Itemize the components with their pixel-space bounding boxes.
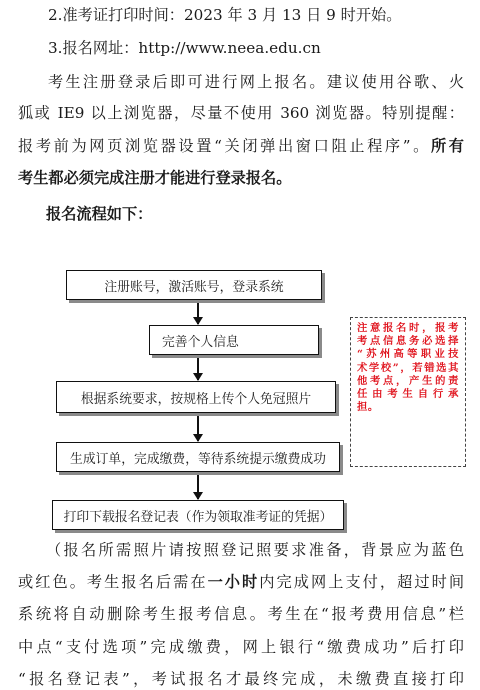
flow-arrow [197,475,199,499]
flow-step-label: 打印下载报名登记表（作为领取准考证的凭据） [63,509,333,525]
paragraph-line [18,573,464,591]
paragraph-text: 报考前为网页浏览器设置“关闭弹出窗口阻止程序”。 [18,137,431,155]
note-line: 注意报名时，报考 [357,322,459,334]
paragraph-line: 考生注册登录后即可进行网上报名。建议使用谷歌、火 [48,73,464,91]
flow-step-label: 完善个人信息 [162,334,239,350]
paragraph-line [18,137,464,155]
flow-heading: 报名流程如下： [46,205,153,223]
paragraph-text: 或红色。考生报名后需在 [18,573,208,591]
flow-step-4 [56,442,340,472]
flow-step-3 [56,381,336,413]
paragraph-line-bold: 考生都必须完成注册才能进行登录报名。 [18,169,292,187]
note-line: 术学校”，若错选其 [357,361,459,374]
flow-step-1 [66,270,322,300]
note-line: 他考点，产生的责 [357,374,459,387]
note-line: 担。 [357,401,379,414]
flow-arrow [197,358,199,380]
flow-step-label: 注册账号，激活账号，登录系统 [104,279,284,295]
paragraph-line: 中点“支付选项”完成缴费，网上银行“缴费成功”后打印 [18,638,464,656]
flow-step-2 [149,325,319,355]
paragraph-line: “报名登记表”，考试报名才最终完成，未缴费直接打印 [18,670,464,688]
emphasis-one-hour: 一小时 [207,573,260,591]
bold-text: 所有 [430,137,464,155]
paragraph-line: 系统将自动删除考生报考信息。考生在“报考费用信息”栏 [18,605,464,623]
paragraph-line: （报名所需照片请按照登记照要求准备，背景应为蓝色 [46,541,464,559]
note-line: “苏州高等职业技 [357,348,459,361]
flow-step-5 [52,500,344,530]
note-line: 考点信息务必选择 [357,335,459,348]
registration-url-line: 3.报名网址：http://www.neea.edu.cn [48,39,321,57]
flow-arrow [197,416,199,441]
note-line: 任 由 考 生 自 行 承 [357,388,459,401]
paragraph-line: 狐或 IE9 以上浏览器，尽量不使用 360 浏览器。特别提醒： [18,104,464,122]
flow-step-label: 根据系统要求，按规格上传个人免冠照片 [80,391,312,407]
flow-step-label: 生成订单，完成缴费，等待系统提示缴费成功 [70,451,326,467]
flow-arrow [197,303,199,324]
paragraph-text: 内完成网上支付，超过时间 [259,573,464,591]
exam-site-warning-note [350,317,466,467]
exam-ticket-print-time: 2.准考证打印时间：2023 年 3 月 13 日 9 时开始。 [48,6,402,24]
